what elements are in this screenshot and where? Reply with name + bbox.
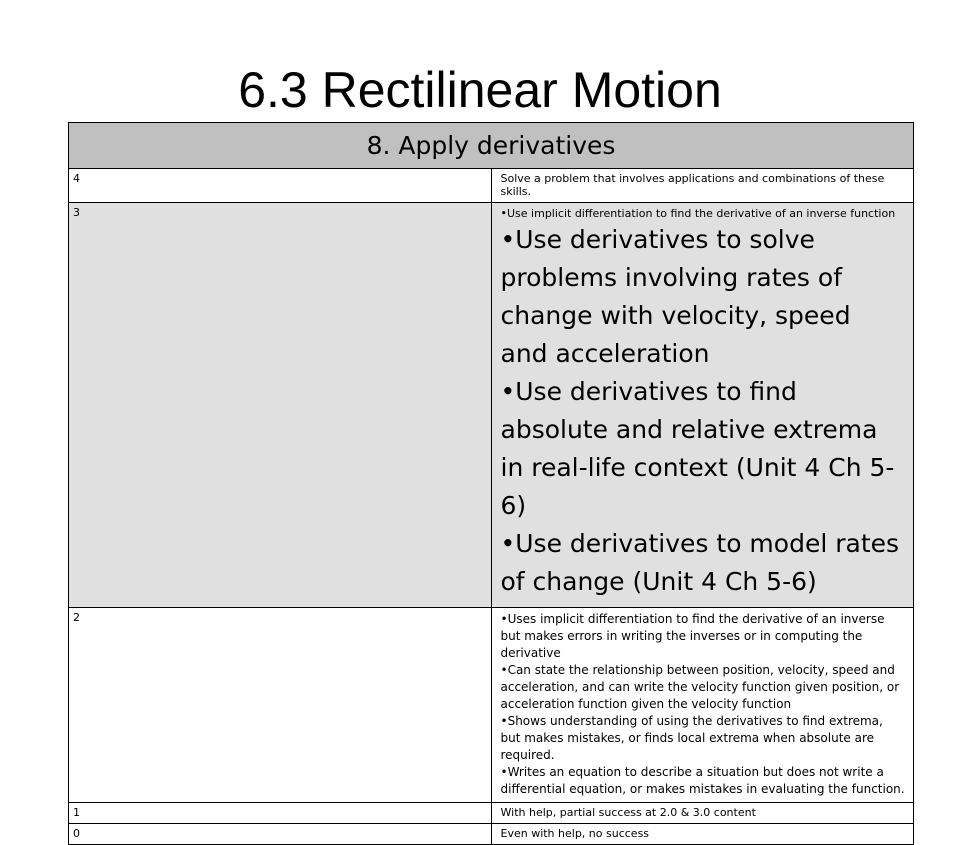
page-title: 6.3 Rectilinear Motion xyxy=(238,62,722,118)
list-item: •Use implicit differentiation to find the derivative of an inverse function xyxy=(500,207,896,220)
rubric-row-0 xyxy=(69,824,914,845)
bullet-icon: • xyxy=(500,377,516,406)
score-cell: 1 xyxy=(69,803,492,824)
description-cell: Solve a problem that involves applications and combinations of these skills. xyxy=(491,169,914,203)
score-cell: 3 xyxy=(69,203,492,608)
bullet-icon: • xyxy=(500,765,508,779)
description-cell: With help, partial success at 2.0 & 3.0 content xyxy=(491,803,914,824)
list-item: •Use derivatives to find absolute and relative extrema in real-life context (Unit 4 Ch 5-6) xyxy=(500,377,895,520)
score-cell: 4 xyxy=(69,169,492,203)
list-item: •Uses implicit differentiation to find the derivative of an inverse but makes errors in writing the inverses or in computing the derivative xyxy=(500,612,885,660)
rubric-row-3 xyxy=(69,203,914,608)
bullet-icon: • xyxy=(500,225,516,254)
rubric-heading: 8. Apply derivatives xyxy=(69,123,914,169)
bullet-icon: • xyxy=(500,529,516,558)
bullet-icon: • xyxy=(500,714,508,728)
rubric-table xyxy=(68,122,914,845)
rubric-row-1 xyxy=(69,803,914,824)
list-item: •Use derivatives to solve problems involving rates of change with velocity, speed and acceleration xyxy=(500,225,851,368)
description-cell: Even with help, no success xyxy=(491,824,914,845)
bullet-icon: • xyxy=(500,207,507,220)
list-item: •Shows understanding of using the derivatives to find extrema, but makes mistakes, or finds local extrema when absolute are required. xyxy=(500,714,883,762)
description-cell xyxy=(491,203,914,608)
rubric-header-row xyxy=(69,123,914,169)
list-item: •Can state the relationship between position, velocity, speed and acceleration, and can write the velocity function given position, or acceleration function given the velocity function xyxy=(500,663,900,711)
bullet-icon: • xyxy=(500,663,508,677)
rubric-row-4 xyxy=(69,169,914,203)
rubric-row-2 xyxy=(69,608,914,803)
score-cell: 0 xyxy=(69,824,492,845)
description-cell xyxy=(491,608,914,803)
score-cell: 2 xyxy=(69,608,492,803)
list-item: •Writes an equation to describe a situation but does not write a differential equation, or makes mistakes in evaluating the function. xyxy=(500,765,905,796)
list-item: •Use derivatives to model rates of change (Unit 4 Ch 5-6) xyxy=(500,529,900,596)
bullet-icon: • xyxy=(500,612,508,626)
